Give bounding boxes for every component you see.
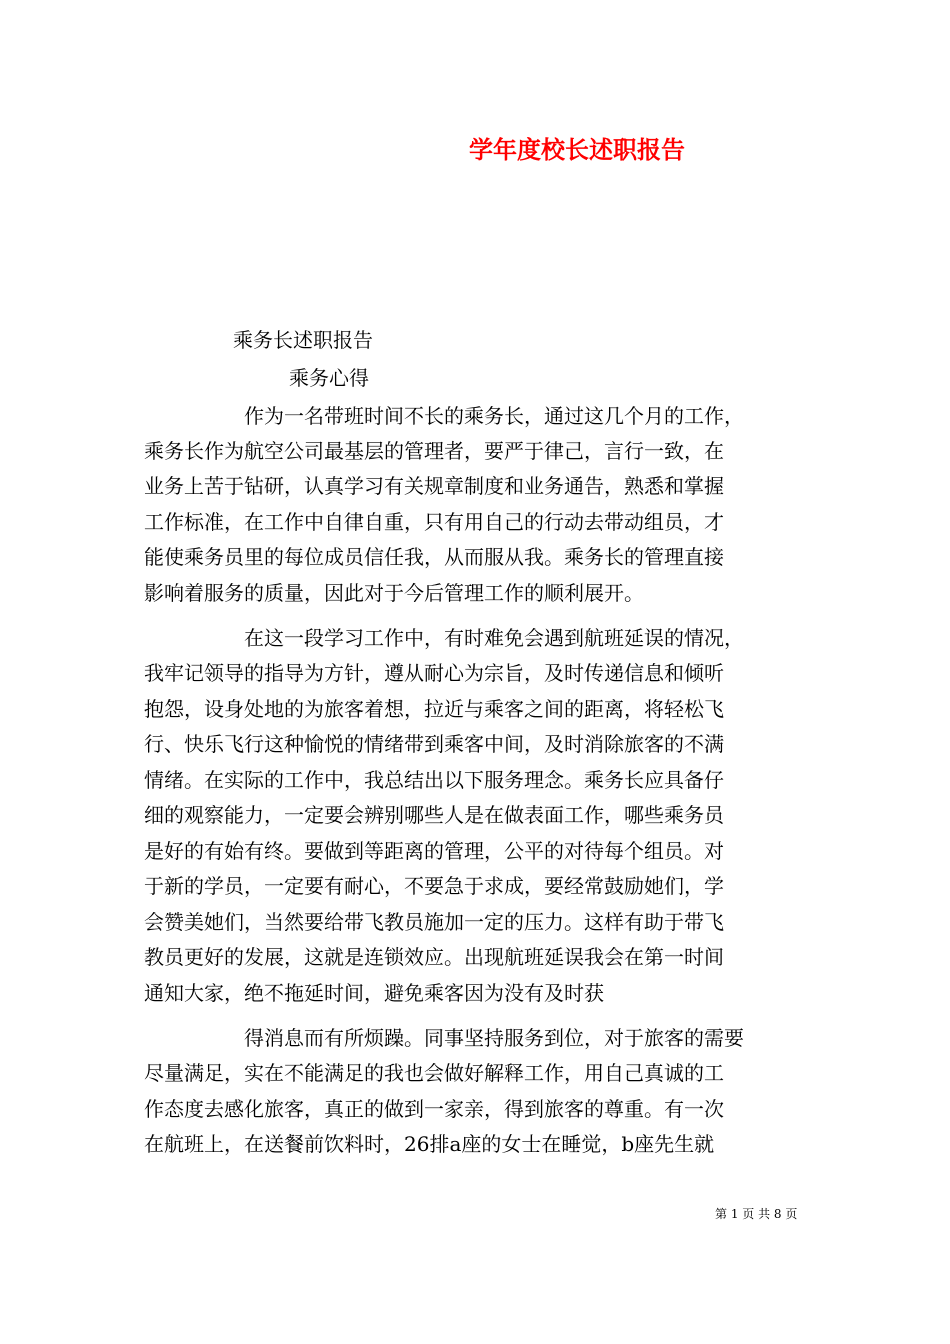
paragraph-line: 能使乘务员里的每位成员信任我，从而服从我。乘务长的管理直接 bbox=[144, 545, 724, 569]
page-indicator: 第 1 页 共 8 页 bbox=[715, 1207, 798, 1221]
paragraph-line: 作态度去感化旅客，真正的做到一家亲，得到旅客的尊重。有一次 bbox=[144, 1097, 724, 1121]
paragraph-line: 在这一段学习工作中，有时难免会遇到航班延误的情况， bbox=[244, 626, 744, 650]
section-subheading: 乘务心得 bbox=[289, 366, 369, 390]
document-title: 学年度校长述职报告 bbox=[469, 135, 685, 164]
paragraph-line: 工作标准，在工作中自律自重，只有用自己的行动去带动组员，才 bbox=[144, 510, 724, 534]
paragraph-line: 行、快乐飞行这种愉悦的情绪带到乘客中间，及时消除旅客的不满 bbox=[144, 732, 724, 756]
paragraph-line: 业务上苦于钻研，认真学习有关规章制度和业务通告，熟悉和掌握 bbox=[144, 474, 724, 498]
paragraph-line: 细的观察能力，一定要会辨别哪些人是在做表面工作，哪些乘务员 bbox=[144, 803, 724, 827]
paragraph-line: 得消息而有所烦躁。同事坚持服务到位，对于旅客的需要 bbox=[244, 1026, 744, 1050]
paragraph-line: 乘务长作为航空公司最基层的管理者，要严于律己，言行一致，在 bbox=[144, 439, 724, 463]
paragraph-line: 抱怨，设身处地的为旅客着想，拉近与乘客之间的距离，将轻松飞 bbox=[144, 697, 724, 721]
paragraph-line: 我牢记领导的指导为方针，遵从耐心为宗旨，及时传递信息和倾听 bbox=[144, 661, 724, 685]
paragraph-line: 于新的学员，一定要有耐心，不要急于求成，要经常鼓励她们，学 bbox=[144, 874, 724, 898]
paragraph-line: 影响着服务的质量，因此对于今后管理工作的顺利展开。 bbox=[144, 581, 644, 605]
paragraph-line: 会赞美她们，当然要给带飞教员施加一定的压力。这样有助于带飞 bbox=[144, 910, 724, 934]
paragraph-line: 教员更好的发展，这就是连锁效应。出现航班延误我会在第一时间 bbox=[144, 945, 724, 969]
paragraph-line: 作为一名带班时间不长的乘务长，通过这几个月的工作， bbox=[244, 404, 744, 428]
paragraph-line: 通知大家，绝不拖延时间，避免乘客因为没有及时获 bbox=[144, 981, 604, 1005]
paragraph-line: 是好的有始有终。要做到等距离的管理，公平的对待每个组员。对 bbox=[144, 839, 724, 863]
section-heading: 乘务长述职报告 bbox=[233, 328, 373, 352]
paragraph-line: 在航班上，在送餐前饮料时，26排a座的女士在睡觉，b座先生就 bbox=[144, 1132, 715, 1156]
paragraph-line: 尽量满足，实在不能满足的我也会做好解释工作，用自己真诚的工 bbox=[144, 1061, 724, 1085]
paragraph-line: 情绪。在实际的工作中，我总结出以下服务理念。乘务长应具备仔 bbox=[144, 768, 724, 792]
